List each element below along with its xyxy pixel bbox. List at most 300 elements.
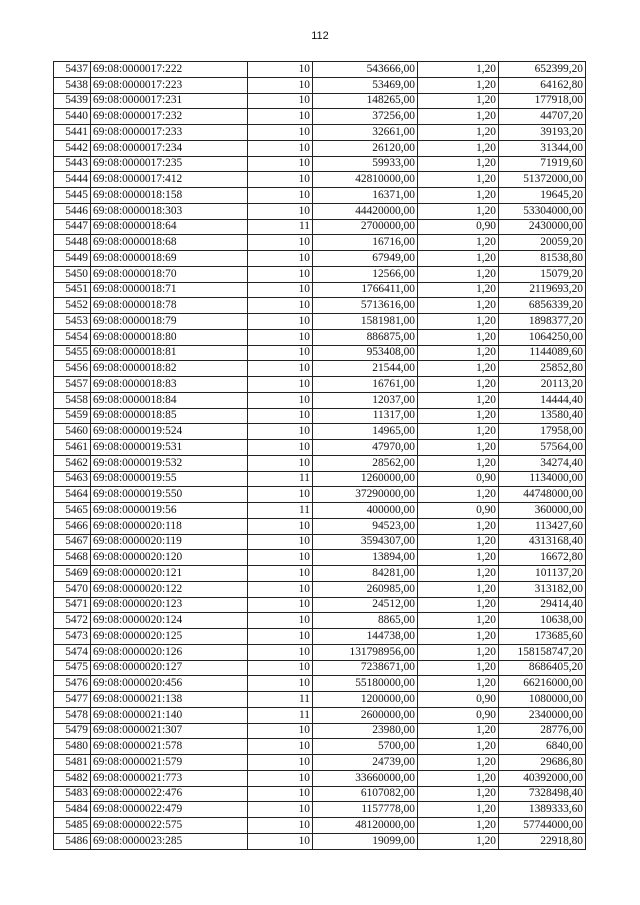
table-row [54, 235, 586, 251]
adjusted-value-cell: 20059,20 [499, 235, 586, 251]
zone-code-cell: 10 [248, 833, 313, 849]
adjusted-value-cell: 10638,00 [499, 613, 586, 629]
adjusted-value-cell: 6840,00 [499, 739, 586, 755]
zone-code-cell: 10 [248, 755, 313, 771]
coefficient-cell: 1,20 [418, 455, 499, 471]
cadastral-value-cell: 16371,00 [313, 188, 418, 204]
row-number-cell: 5468 [54, 550, 91, 566]
zone-code-cell: 10 [248, 314, 313, 330]
table-row [54, 518, 586, 534]
coefficient-cell: 1,20 [418, 597, 499, 613]
cadastral-value-cell: 260985,00 [313, 581, 418, 597]
cadastral-value-cell: 8865,00 [313, 613, 418, 629]
coefficient-cell: 1,20 [418, 203, 499, 219]
coefficient-cell: 1,20 [418, 676, 499, 692]
zone-code-cell: 10 [248, 408, 313, 424]
row-number-cell: 5476 [54, 676, 91, 692]
table-row [54, 156, 586, 172]
adjusted-value-cell: 652399,20 [499, 62, 586, 78]
table-row [54, 455, 586, 471]
cadastral-value-cell: 94523,00 [313, 518, 418, 534]
cadastral-value-cell: 48120000,00 [313, 818, 418, 834]
table-row [54, 329, 586, 345]
coefficient-cell: 1,20 [418, 550, 499, 566]
cadastral-value-cell: 47970,00 [313, 440, 418, 456]
coefficient-cell: 1,20 [418, 282, 499, 298]
zone-code-cell: 10 [248, 251, 313, 267]
row-number-cell: 5440 [54, 109, 91, 125]
zone-code-cell: 10 [248, 566, 313, 582]
coefficient-cell: 0,90 [418, 503, 499, 519]
cadastral-value-cell: 1260000,00 [313, 471, 418, 487]
cadastral-number-cell: 69:08:0000018:85 [91, 408, 248, 424]
adjusted-value-cell: 71919,60 [499, 156, 586, 172]
zone-code-cell: 11 [248, 219, 313, 235]
row-number-cell: 5473 [54, 629, 91, 645]
cadastral-number-cell: 69:08:0000018:81 [91, 345, 248, 361]
cadastral-number-cell: 69:08:0000017:222 [91, 62, 248, 78]
coefficient-cell: 1,20 [418, 109, 499, 125]
coefficient-cell: 1,20 [418, 833, 499, 849]
row-number-cell: 5467 [54, 534, 91, 550]
cadastral-value-cell: 32661,00 [313, 125, 418, 141]
cadastral-number-cell: 69:08:0000018:82 [91, 361, 248, 377]
cadastral-number-cell: 69:08:0000019:531 [91, 440, 248, 456]
adjusted-value-cell: 2340000,00 [499, 707, 586, 723]
row-number-cell: 5459 [54, 408, 91, 424]
table-row [54, 692, 586, 708]
table-row [54, 392, 586, 408]
table-row [54, 219, 586, 235]
coefficient-cell: 1,20 [418, 644, 499, 660]
zone-code-cell: 10 [248, 440, 313, 456]
adjusted-value-cell: 16672,80 [499, 550, 586, 566]
page-number: 112 [311, 30, 329, 42]
coefficient-cell: 1,20 [418, 140, 499, 156]
adjusted-value-cell: 2430000,00 [499, 219, 586, 235]
adjusted-value-cell: 15079,20 [499, 266, 586, 282]
cadastral-number-cell: 69:08:0000020:125 [91, 629, 248, 645]
coefficient-cell: 1,20 [418, 329, 499, 345]
table-row [54, 125, 586, 141]
row-number-cell: 5481 [54, 755, 91, 771]
row-number-cell: 5470 [54, 581, 91, 597]
zone-code-cell: 10 [248, 77, 313, 93]
adjusted-value-cell: 158158747,20 [499, 644, 586, 660]
table-row [54, 487, 586, 503]
cadastral-value-cell: 67949,00 [313, 251, 418, 267]
table-row [54, 93, 586, 109]
adjusted-value-cell: 25852,80 [499, 361, 586, 377]
adjusted-value-cell: 8686405,20 [499, 660, 586, 676]
cadastral-value-cell: 7238671,00 [313, 660, 418, 676]
row-number-cell: 5443 [54, 156, 91, 172]
adjusted-value-cell: 1144089,60 [499, 345, 586, 361]
zone-code-cell: 10 [248, 109, 313, 125]
table-row [54, 739, 586, 755]
cadastral-value-cell: 5700,00 [313, 739, 418, 755]
zone-code-cell: 11 [248, 707, 313, 723]
zone-code-cell: 10 [248, 786, 313, 802]
adjusted-value-cell: 19645,20 [499, 188, 586, 204]
adjusted-value-cell: 44707,20 [499, 109, 586, 125]
cadastral-number-cell: 69:08:0000018:303 [91, 203, 248, 219]
cadastral-value-cell: 24739,00 [313, 755, 418, 771]
cadastral-value-cell: 24512,00 [313, 597, 418, 613]
adjusted-value-cell: 360000,00 [499, 503, 586, 519]
coefficient-cell: 1,20 [418, 77, 499, 93]
row-number-cell: 5441 [54, 125, 91, 141]
coefficient-cell: 1,20 [418, 188, 499, 204]
cadastral-number-cell: 69:08:0000017:412 [91, 172, 248, 188]
table-row [54, 203, 586, 219]
zone-code-cell: 10 [248, 534, 313, 550]
table-row [54, 629, 586, 645]
table-row [54, 802, 586, 818]
cadastral-number-cell: 69:08:0000021:773 [91, 770, 248, 786]
cadastral-value-cell: 14965,00 [313, 424, 418, 440]
row-number-cell: 5480 [54, 739, 91, 755]
coefficient-cell: 1,20 [418, 125, 499, 141]
row-number-cell: 5477 [54, 692, 91, 708]
cadastral-number-cell: 69:08:0000020:120 [91, 550, 248, 566]
row-number-cell: 5471 [54, 597, 91, 613]
table-row [54, 314, 586, 330]
cadastral-value-cell: 16716,00 [313, 235, 418, 251]
cadastral-value-cell: 13894,00 [313, 550, 418, 566]
zone-code-cell: 11 [248, 503, 313, 519]
adjusted-value-cell: 53304000,00 [499, 203, 586, 219]
cadastral-value-cell: 12566,00 [313, 266, 418, 282]
row-number-cell: 5463 [54, 471, 91, 487]
cadastral-value-cell: 400000,00 [313, 503, 418, 519]
table-row [54, 345, 586, 361]
table-row [54, 660, 586, 676]
coefficient-cell: 1,20 [418, 392, 499, 408]
row-number-cell: 5469 [54, 566, 91, 582]
adjusted-value-cell: 29414,40 [499, 597, 586, 613]
zone-code-cell: 10 [248, 518, 313, 534]
table-row [54, 581, 586, 597]
adjusted-value-cell: 20113,20 [499, 377, 586, 393]
zone-code-cell: 10 [248, 125, 313, 141]
cadastral-value-cell: 953408,00 [313, 345, 418, 361]
coefficient-cell: 1,20 [418, 156, 499, 172]
adjusted-value-cell: 57564,00 [499, 440, 586, 456]
cadastral-number-cell: 69:08:0000019:532 [91, 455, 248, 471]
adjusted-value-cell: 66216000,00 [499, 676, 586, 692]
table-row [54, 282, 586, 298]
zone-code-cell: 10 [248, 597, 313, 613]
coefficient-cell: 1,20 [418, 266, 499, 282]
cadastral-number-cell: 69:08:0000018:79 [91, 314, 248, 330]
cadastral-value-cell: 42810000,00 [313, 172, 418, 188]
cadastral-number-cell: 69:08:0000021:138 [91, 692, 248, 708]
adjusted-value-cell: 28776,00 [499, 723, 586, 739]
zone-code-cell: 10 [248, 93, 313, 109]
cadastral-value-cell: 1200000,00 [313, 692, 418, 708]
zone-code-cell: 10 [248, 282, 313, 298]
coefficient-cell: 1,20 [418, 361, 499, 377]
zone-code-cell: 10 [248, 361, 313, 377]
adjusted-value-cell: 1389333,60 [499, 802, 586, 818]
row-number-cell: 5439 [54, 93, 91, 109]
row-number-cell: 5437 [54, 62, 91, 78]
cadastral-value-cell: 131798956,00 [313, 644, 418, 660]
coefficient-cell: 1,20 [418, 424, 499, 440]
table-row [54, 77, 586, 93]
cadastral-value-cell: 1766411,00 [313, 282, 418, 298]
coefficient-cell: 1,20 [418, 408, 499, 424]
coefficient-cell: 1,20 [418, 440, 499, 456]
row-number-cell: 5446 [54, 203, 91, 219]
row-number-cell: 5448 [54, 235, 91, 251]
zone-code-cell: 10 [248, 329, 313, 345]
coefficient-cell: 1,20 [418, 818, 499, 834]
zone-code-cell: 10 [248, 818, 313, 834]
adjusted-value-cell: 40392000,00 [499, 770, 586, 786]
zone-code-cell: 10 [248, 203, 313, 219]
table-row [54, 62, 586, 78]
adjusted-value-cell: 173685,60 [499, 629, 586, 645]
coefficient-cell: 1,20 [418, 314, 499, 330]
row-number-cell: 5453 [54, 314, 91, 330]
table-row [54, 266, 586, 282]
adjusted-value-cell: 22918,80 [499, 833, 586, 849]
adjusted-value-cell: 14444,40 [499, 392, 586, 408]
adjusted-value-cell: 4313168,40 [499, 534, 586, 550]
coefficient-cell: 1,20 [418, 739, 499, 755]
adjusted-value-cell: 13580,40 [499, 408, 586, 424]
cadastral-value-cell: 37290000,00 [313, 487, 418, 503]
table-row [54, 109, 586, 125]
coefficient-cell: 1,20 [418, 62, 499, 78]
cadastral-number-cell: 69:08:0000018:80 [91, 329, 248, 345]
adjusted-value-cell: 177918,00 [499, 93, 586, 109]
cadastral-value-cell: 2600000,00 [313, 707, 418, 723]
coefficient-cell: 1,20 [418, 172, 499, 188]
table-row [54, 140, 586, 156]
table-row [54, 172, 586, 188]
adjusted-value-cell: 81538,80 [499, 251, 586, 267]
row-number-cell: 5483 [54, 786, 91, 802]
row-number-cell: 5462 [54, 455, 91, 471]
coefficient-cell: 0,90 [418, 219, 499, 235]
cadastral-value-cell: 16761,00 [313, 377, 418, 393]
cadastral-number-cell: 69:08:0000020:126 [91, 644, 248, 660]
cadastral-number-cell: 69:08:0000019:55 [91, 471, 248, 487]
cadastral-value-cell: 84281,00 [313, 566, 418, 582]
cadastral-number-cell: 69:08:0000017:223 [91, 77, 248, 93]
zone-code-cell: 10 [248, 424, 313, 440]
cadastral-number-cell: 69:08:0000020:121 [91, 566, 248, 582]
row-number-cell: 5452 [54, 298, 91, 314]
adjusted-value-cell: 31344,00 [499, 140, 586, 156]
table-body [54, 62, 586, 850]
cadastral-value-cell: 37256,00 [313, 109, 418, 125]
cadastral-number-cell: 69:08:0000020:127 [91, 660, 248, 676]
row-number-cell: 5486 [54, 833, 91, 849]
coefficient-cell: 1,20 [418, 298, 499, 314]
table-row [54, 361, 586, 377]
table-row [54, 644, 586, 660]
coefficient-cell: 1,20 [418, 660, 499, 676]
coefficient-cell: 1,20 [418, 629, 499, 645]
coefficient-cell: 1,20 [418, 802, 499, 818]
cadastral-number-cell: 69:08:0000020:124 [91, 613, 248, 629]
zone-code-cell: 10 [248, 676, 313, 692]
adjusted-value-cell: 1134000,00 [499, 471, 586, 487]
table-row [54, 613, 586, 629]
table-row [54, 755, 586, 771]
table-row [54, 597, 586, 613]
row-number-cell: 5457 [54, 377, 91, 393]
row-number-cell: 5474 [54, 644, 91, 660]
adjusted-value-cell: 101137,20 [499, 566, 586, 582]
row-number-cell: 5461 [54, 440, 91, 456]
cadastral-number-cell: 69:08:0000020:119 [91, 534, 248, 550]
cadastral-number-cell: 69:08:0000018:71 [91, 282, 248, 298]
cadastral-value-cell: 59933,00 [313, 156, 418, 172]
table-row [54, 723, 586, 739]
row-number-cell: 5458 [54, 392, 91, 408]
row-number-cell: 5482 [54, 770, 91, 786]
adjusted-value-cell: 64162,80 [499, 77, 586, 93]
zone-code-cell: 10 [248, 188, 313, 204]
zone-code-cell: 10 [248, 581, 313, 597]
cadastral-value-cell: 28562,00 [313, 455, 418, 471]
coefficient-cell: 1,20 [418, 377, 499, 393]
cadastral-value-cell: 19099,00 [313, 833, 418, 849]
table-row [54, 770, 586, 786]
zone-code-cell: 10 [248, 802, 313, 818]
row-number-cell: 5449 [54, 251, 91, 267]
table-row [54, 251, 586, 267]
zone-code-cell: 10 [248, 723, 313, 739]
coefficient-cell: 1,20 [418, 345, 499, 361]
row-number-cell: 5484 [54, 802, 91, 818]
cadastral-number-cell: 69:08:0000021:579 [91, 755, 248, 771]
coefficient-cell: 1,20 [418, 534, 499, 550]
cadastral-number-cell: 69:08:0000020:456 [91, 676, 248, 692]
cadastral-value-cell: 12037,00 [313, 392, 418, 408]
cadastral-value-cell: 886875,00 [313, 329, 418, 345]
table-row [54, 377, 586, 393]
cadastral-number-cell: 69:08:0000018:70 [91, 266, 248, 282]
cadastral-number-cell: 69:08:0000021:140 [91, 707, 248, 723]
cadastral-value-cell: 543666,00 [313, 62, 418, 78]
table-row [54, 298, 586, 314]
cadastral-number-cell: 69:08:0000020:118 [91, 518, 248, 534]
zone-code-cell: 10 [248, 172, 313, 188]
zone-code-cell: 10 [248, 613, 313, 629]
cadastral-number-cell: 69:08:0000018:158 [91, 188, 248, 204]
zone-code-cell: 10 [248, 266, 313, 282]
table-row [54, 707, 586, 723]
cadastral-number-cell: 69:08:0000018:84 [91, 392, 248, 408]
zone-code-cell: 11 [248, 471, 313, 487]
cadastral-number-cell: 69:08:0000017:234 [91, 140, 248, 156]
table-row [54, 786, 586, 802]
adjusted-value-cell: 113427,60 [499, 518, 586, 534]
cadastral-value-cell: 11317,00 [313, 408, 418, 424]
coefficient-cell: 1,20 [418, 235, 499, 251]
coefficient-cell: 1,20 [418, 518, 499, 534]
cadastral-number-cell: 69:08:0000018:69 [91, 251, 248, 267]
adjusted-value-cell: 6856339,20 [499, 298, 586, 314]
cadastral-value-cell: 23980,00 [313, 723, 418, 739]
cadastral-number-cell: 69:08:0000017:232 [91, 109, 248, 125]
cadastral-value-cell: 148265,00 [313, 93, 418, 109]
row-number-cell: 5442 [54, 140, 91, 156]
cadastral-number-cell: 69:08:0000018:68 [91, 235, 248, 251]
coefficient-cell: 0,90 [418, 707, 499, 723]
cadastral-number-cell: 69:08:0000021:307 [91, 723, 248, 739]
cadastral-value-cell: 2700000,00 [313, 219, 418, 235]
table-row [54, 818, 586, 834]
zone-code-cell: 10 [248, 235, 313, 251]
coefficient-cell: 1,20 [418, 723, 499, 739]
cadastral-number-cell: 69:08:0000023:285 [91, 833, 248, 849]
zone-code-cell: 10 [248, 345, 313, 361]
cadastral-value-cell: 33660000,00 [313, 770, 418, 786]
cadastral-value-cell: 44420000,00 [313, 203, 418, 219]
coefficient-cell: 1,20 [418, 487, 499, 503]
zone-code-cell: 10 [248, 140, 313, 156]
coefficient-cell: 0,90 [418, 692, 499, 708]
row-number-cell: 5451 [54, 282, 91, 298]
cadastral-value-cell: 55180000,00 [313, 676, 418, 692]
coefficient-cell: 1,20 [418, 566, 499, 582]
table-row [54, 676, 586, 692]
cadastral-number-cell: 69:08:0000019:550 [91, 487, 248, 503]
zone-code-cell: 10 [248, 487, 313, 503]
row-number-cell: 5438 [54, 77, 91, 93]
row-number-cell: 5460 [54, 424, 91, 440]
cadastral-value-cell: 53469,00 [313, 77, 418, 93]
table-row [54, 471, 586, 487]
row-number-cell: 5444 [54, 172, 91, 188]
row-number-cell: 5455 [54, 345, 91, 361]
coefficient-cell: 1,20 [418, 786, 499, 802]
zone-code-cell: 10 [248, 298, 313, 314]
adjusted-value-cell: 39193,20 [499, 125, 586, 141]
table-row [54, 833, 586, 849]
cadastral-value-cell: 5713616,00 [313, 298, 418, 314]
zone-code-cell: 10 [248, 644, 313, 660]
row-number-cell: 5456 [54, 361, 91, 377]
row-number-cell: 5472 [54, 613, 91, 629]
coefficient-cell: 1,20 [418, 581, 499, 597]
cadastral-number-cell: 69:08:0000017:233 [91, 125, 248, 141]
adjusted-value-cell: 34274,40 [499, 455, 586, 471]
adjusted-value-cell: 313182,00 [499, 581, 586, 597]
cadastral-number-cell: 69:08:0000022:476 [91, 786, 248, 802]
row-number-cell: 5445 [54, 188, 91, 204]
adjusted-value-cell: 29686,80 [499, 755, 586, 771]
cadastral-value-cell: 144738,00 [313, 629, 418, 645]
zone-code-cell: 10 [248, 62, 313, 78]
row-number-cell: 5475 [54, 660, 91, 676]
cadastral-number-cell: 69:08:0000019:56 [91, 503, 248, 519]
adjusted-value-cell: 1064250,00 [499, 329, 586, 345]
cadastral-number-cell: 69:08:0000018:64 [91, 219, 248, 235]
row-number-cell: 5466 [54, 518, 91, 534]
coefficient-cell: 1,20 [418, 613, 499, 629]
adjusted-value-cell: 2119693,20 [499, 282, 586, 298]
coefficient-cell: 1,20 [418, 755, 499, 771]
zone-code-cell: 10 [248, 629, 313, 645]
